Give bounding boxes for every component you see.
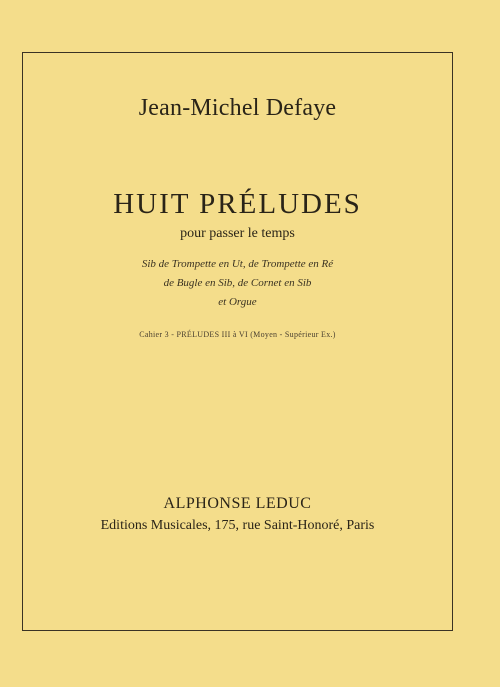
instrumentation-line: et Orgue [218,296,257,308]
volume-note: Cahier 3 - PRÉLUDES III à VI (Moyen - Supérieur Ex.) [139,330,336,339]
publisher-name: ALPHONSE LEDUC [163,495,312,512]
cover-border-frame [22,52,453,631]
composer-name: Jean-Michel Defaye [138,95,337,121]
work-title: HUIT PRÉLUDES [113,188,362,220]
publisher-address: Editions Musicales, 175, rue Saint-Honoré, Paris [100,518,375,533]
instrumentation-line: Sib de Trompette en Ut, de Trompette en Ré [141,258,334,270]
instrumentation-line: de Bugle en Sib, de Cornet en Sib [163,277,312,289]
work-subtitle: pour passer le temps [180,226,295,241]
